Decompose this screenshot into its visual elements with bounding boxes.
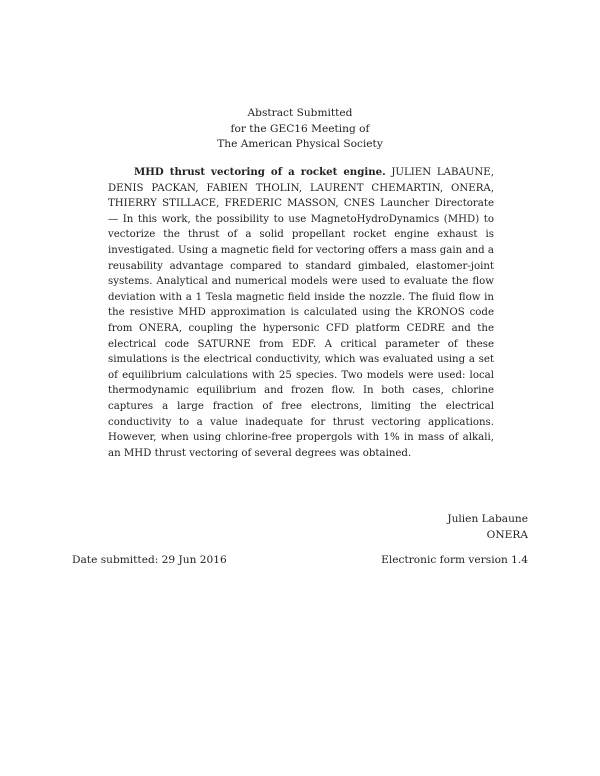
abstract-paragraph [108, 165, 494, 461]
abstract-authors: JULIEN LABAUNE, DENIS PACKAN, FABIEN THOLIN, LAURENT CHEMARTIN, ONERA, THIERRY STILLACE, FREDERIC MASSON, CNES Launcher Directorate [108, 167, 494, 210]
submission-header [0, 106, 600, 153]
signature-block [447, 512, 528, 543]
header-line-society: The American Physical Society [217, 138, 383, 151]
abstract-title: MHD thrust vectoring of a rocket engine. [134, 166, 386, 178]
signature-name: Julien Labaune [447, 513, 528, 525]
signature-affiliation: ONERA [486, 528, 528, 541]
abstract-separator: — [108, 213, 123, 225]
date-submitted: Date submitted: 29 Jun 2016 [72, 554, 227, 566]
header-line-abstract-submitted: Abstract Submitted [247, 107, 353, 119]
form-version: Electronic form version 1.4 [381, 554, 528, 566]
header-line-meeting: for the GEC16 Meeting of [230, 122, 370, 135]
abstract-body: In this work, the possibility to use MagnetoHydroDynamics (MHD) to vectorize the thrust of a solid propellant rocket engine exhaust is investigated. Using a magnetic field for vectoring offers a mass gain and a reusability advantage compared to standard gimbaled, elastomer-joint systems. Analytical and numerical models were used to evaluate the flow deviation with a 1 Tesla magnetic field inside the nozzle. The fluid flow in the resistive MHD approximation is calculated using the KRONOS code from ONERA, coupling the hypersonic CFD platform CEDRE and the electrical code SATURNE from EDF. A critical parameter of these simulations is the electrical conductivity, which was evaluated using a set of equilibrium calculations with 25 species. Two models were used: local thermodynamic equilibrium and frozen flow. In both cases, chlorine captures a large fraction of free electrons, limiting the electrical conductivity to a value inadequate for thrust vectoring applications. However, when using chlorine-free propergols with 1% in mass of alkali, an MHD thrust vectoring of several degrees was obtained. [108, 213, 494, 459]
